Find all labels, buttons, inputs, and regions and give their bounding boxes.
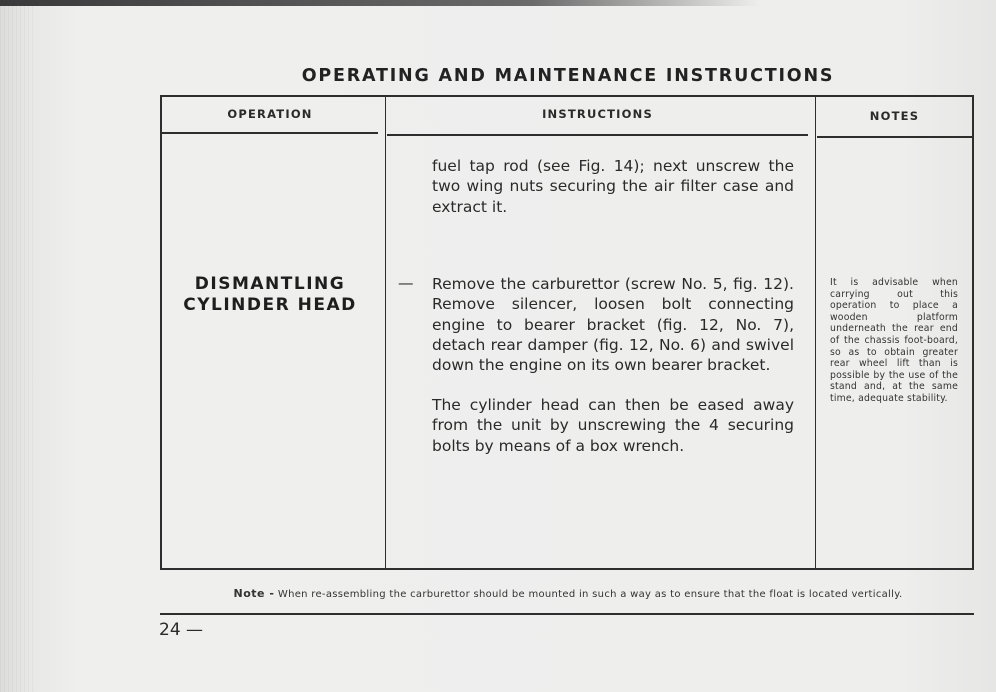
book-gutter bbox=[0, 0, 34, 692]
operation-title-line2: CYLINDER HEAD bbox=[183, 295, 357, 315]
table-left-border bbox=[160, 95, 162, 570]
header-rule-operation bbox=[162, 132, 378, 134]
column-divider-2 bbox=[815, 96, 816, 568]
table-right-border bbox=[972, 95, 974, 570]
instruction-step: Remove the carburettor (screw No. 5, fig. 12). Remove silencer, loosen bolt connecting engine to bearer bracket (fig. 12, No. 7), detach rear damper (fig. 12, No. 6) and swivel down the engine on its own bearer bracket. bbox=[432, 275, 794, 375]
column-divider-1 bbox=[385, 96, 386, 568]
footnote bbox=[160, 587, 976, 600]
table-top-border bbox=[161, 95, 974, 97]
header-rule-notes bbox=[817, 136, 972, 138]
table-bottom-border bbox=[160, 568, 974, 570]
notes-cell: It is advisable when carrying out this operation to place a wooden platform underneath the rear end of the chassis foot-board, so as to obtain greater rear wheel lift than is possible by the use of the stand and, at the same time, adequate stability. bbox=[830, 277, 958, 404]
instructions-continued: fuel tap rod (see Fig. 14); next unscrew the two wing nuts securing the air filter case and extract it. bbox=[432, 157, 794, 216]
header-notes: NOTES bbox=[869, 109, 920, 123]
footnote-label: Note - bbox=[233, 587, 275, 600]
top-edge-shadow bbox=[0, 0, 760, 6]
page-number: 24 — bbox=[159, 620, 204, 640]
footnote-text: When re-assembling the carburettor should be mounted in such a way as to ensure that the float is located vertically. bbox=[277, 589, 903, 600]
operation-title bbox=[165, 274, 375, 316]
header-operation: OPERATION bbox=[227, 107, 313, 121]
operation-title-line1: DISMANTLING bbox=[194, 274, 346, 294]
header-rule-instructions bbox=[387, 134, 808, 136]
page-title: OPERATING AND MAINTENANCE INSTRUCTIONS bbox=[301, 66, 835, 86]
header-instructions: INSTRUCTIONS bbox=[542, 107, 653, 121]
footer-rule bbox=[160, 613, 974, 615]
instruction-dash: — bbox=[398, 274, 414, 292]
instruction-followup: The cylinder head can then be eased away from the unit by unscrewing the 4 securing bolts by means of a box wrench. bbox=[432, 396, 794, 455]
